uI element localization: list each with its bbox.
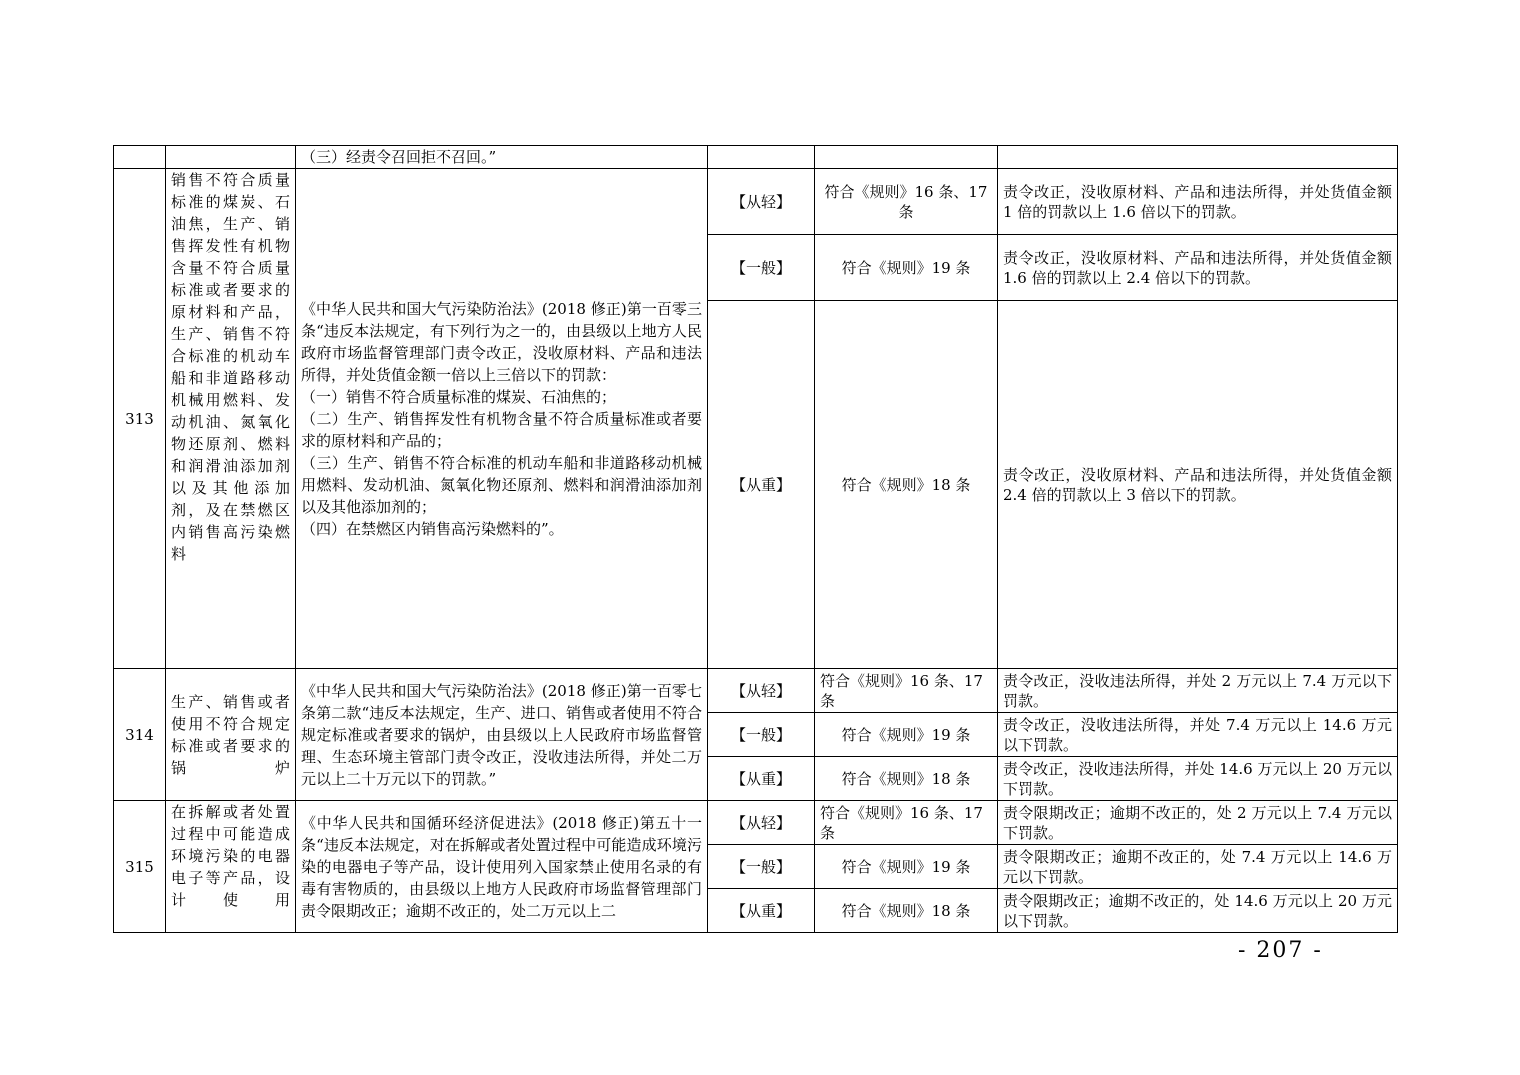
penalty-standard-cell: 责令限期改正；逾期不改正的，处 7.4 万元以上 14.6 万元以下罚款。: [998, 845, 1398, 889]
penalty-standard-cell: 责令改正，没收违法所得，并处 7.4 万元以上 14.6 万元以下罚款。: [998, 713, 1398, 757]
table-row-continuation: [114, 146, 1398, 169]
discretion-level-cell: 【从轻】: [708, 801, 815, 845]
violation-item-cell: 在拆解或者处置过程中可能造成环境污染的电器电子等产品，设计使用: [166, 801, 296, 933]
legal-basis-cell: 《中华人民共和国大气污染防治法》(2018 修正)第一百零七条第二款“违反本法规定，生产、进口、销售或者使用不符合规定标准或者要求的锅炉，由县级以上人民政府市场监督管理、生态环境主管部门责令改正，没收违法所得，并处二万元以上二十万元以下的罚款。”: [296, 669, 708, 801]
row-number-cell: 313: [114, 169, 166, 669]
row-number-cell: 315: [114, 801, 166, 933]
penalty-standard-cell: 责令改正，没收违法所得，并处 2 万元以上 7.4 万元以下罚款。: [998, 669, 1398, 713]
applicable-condition-cell: 符合《规则》19 条: [815, 845, 998, 889]
violation-item-cell: 生产、销售或者使用不符合规定标准或者要求的锅炉: [166, 669, 296, 801]
penalty-standard-cell: [998, 146, 1398, 169]
discretion-level-cell: 【从重】: [708, 889, 815, 933]
penalty-standard-cell: 责令改正，没收原材料、产品和违法所得，并处货值金额 2.4 倍的罚款以上 3 倍以下的罚款。: [998, 301, 1398, 669]
penalty-standard-cell: 责令限期改正；逾期不改正的，处 2 万元以上 7.4 万元以下罚款。: [998, 801, 1398, 845]
penalty-standard-cell: 责令限期改正；逾期不改正的，处 14.6 万元以上 20 万元以下罚款。: [998, 889, 1398, 933]
applicable-condition-cell: 符合《规则》16 条、17 条: [815, 801, 998, 845]
penalty-standard-cell: 责令改正，没收原材料、产品和违法所得，并处货值金额 1.6 倍的罚款以上 2.4 倍以下的罚款。: [998, 235, 1398, 301]
applicable-condition-cell: 符合《规则》16 条、17 条: [815, 169, 998, 235]
applicable-condition-cell: 符合《规则》18 条: [815, 757, 998, 801]
discretion-level-cell: [708, 146, 815, 169]
table-row-313: [114, 169, 1398, 235]
applicable-condition-cell: [815, 146, 998, 169]
discretion-level-cell: 【一般】: [708, 845, 815, 889]
discretion-level-cell: 【从重】: [708, 757, 815, 801]
penalty-standard-cell: 责令改正，没收原材料、产品和违法所得，并处货值金额 1 倍的罚款以上 1.6 倍以下的罚款。: [998, 169, 1398, 235]
legal-basis-line: （二）生产、销售挥发性有机物含量不符合质量标准或者要求的原材料和产品的；: [301, 409, 702, 450]
penalty-standards-table: [113, 145, 1398, 933]
discretion-level-cell: 【从重】: [708, 301, 815, 669]
legal-basis-line: （四）在禁燃区内销售高污染燃料的”。: [301, 519, 564, 538]
applicable-condition-cell: 符合《规则》18 条: [815, 301, 998, 669]
applicable-condition-cell: 符合《规则》19 条: [815, 713, 998, 757]
applicable-condition-cell: 符合《规则》16 条、17 条: [815, 669, 998, 713]
penalty-standard-cell: 责令改正，没收违法所得，并处 14.6 万元以上 20 万元以下罚款。: [998, 757, 1398, 801]
row-number-cell: 314: [114, 669, 166, 801]
legal-basis-cell: [296, 169, 708, 669]
legal-basis-cell: 《中华人民共和国循环经济促进法》(2018 修正)第五十一条“违反本法规定，对在拆解或者处置过程中可能造成环境污染的电器电子等产品，设计使用列入国家禁止使用名录的有毒有害物质的，由县级以上地方人民政府市场监督管理部门责令限期改正；逾期不改正的，处二万元以上二: [296, 801, 708, 933]
legal-basis-line: （三）生产、销售不符合标准的机动车船和非道路移动机械用燃料、发动机油、氮氧化物还原剂、燃料和润滑油添加剂以及其他添加剂的；: [301, 453, 702, 516]
legal-basis-line: 《中华人民共和国大气污染防治法》(2018 修正)第一百零三条“违反本法规定，有下列行为之一的，由县级以上地方人民政府市场监督管理部门责令改正，没收原材料、产品和违法所得，并处货值金额一倍以上三倍以下的罚款：: [301, 299, 702, 384]
row-number-cell: [114, 146, 166, 169]
discretion-level-cell: 【一般】: [708, 235, 815, 301]
discretion-level-cell: 【一般】: [708, 713, 815, 757]
legal-basis-line: （一）销售不符合质量标准的煤炭、石油焦的；: [301, 387, 617, 406]
legal-basis-cell: （三）经责令召回拒不召回。”: [296, 146, 708, 169]
violation-item-cell: [166, 146, 296, 169]
violation-item-cell: 销售不符合质量标准的煤炭、石油焦，生产、销售挥发性有机物含量不符合质量标准或者要求的原材料和产品，生产、销售不符合标准的机动车船和非道路移动机械用燃料、发动机油、氮氧化物还原剂、燃料和润滑油添加剂以及其他添加剂，及在禁燃区内销售高污染燃料: [166, 169, 296, 669]
applicable-condition-cell: 符合《规则》18 条: [815, 889, 998, 933]
discretion-level-cell: 【从轻】: [708, 669, 815, 713]
table-row-315: [114, 801, 1398, 845]
applicable-condition-cell: 符合《规则》19 条: [815, 235, 998, 301]
discretion-level-cell: 【从轻】: [708, 169, 815, 235]
page-number: - 207 -: [1238, 938, 1323, 963]
table-row-314: [114, 669, 1398, 713]
